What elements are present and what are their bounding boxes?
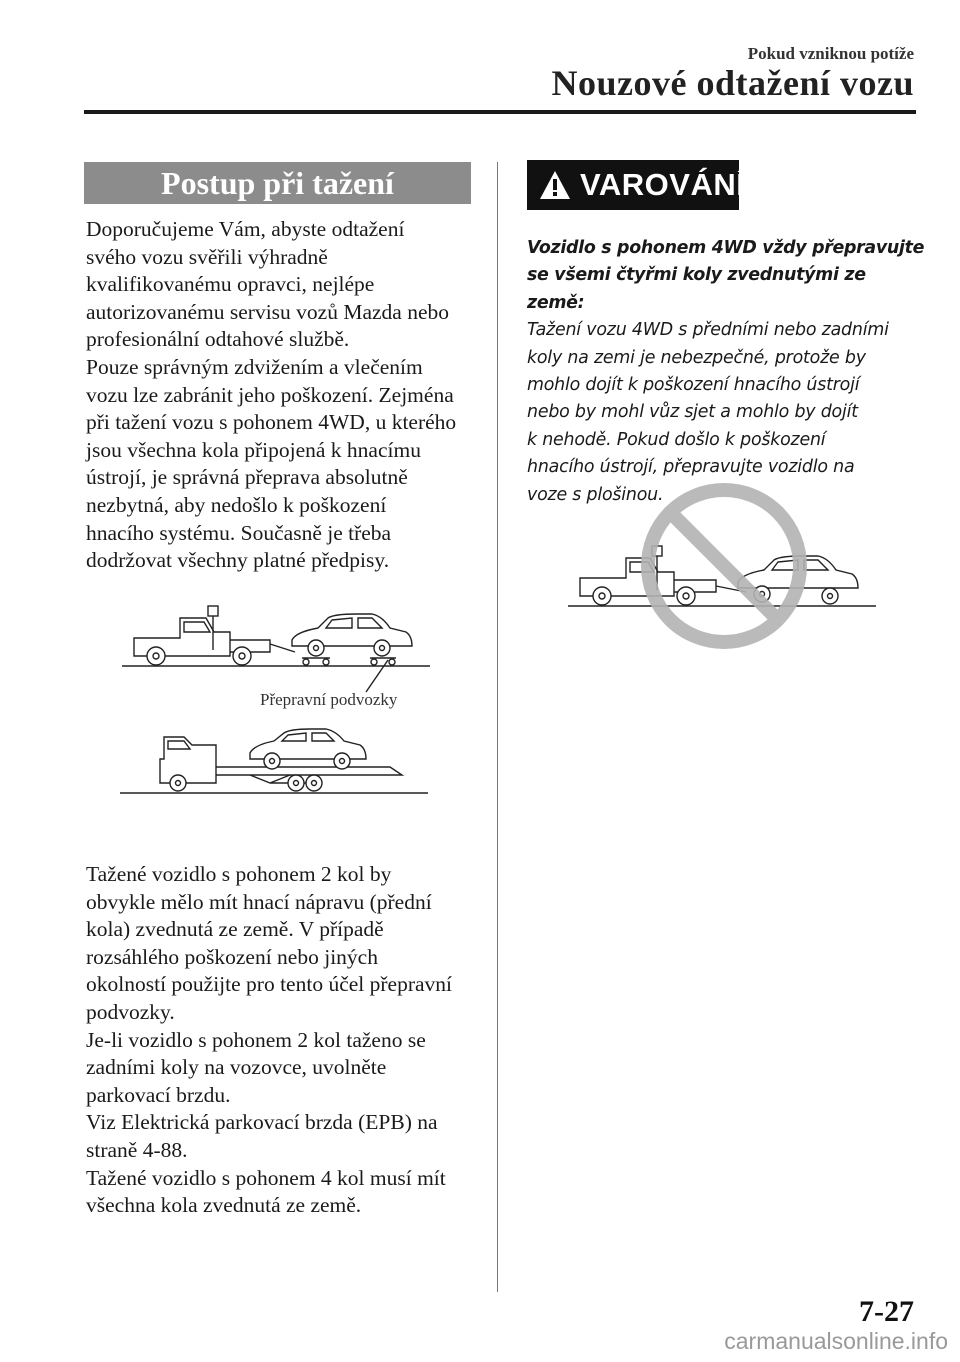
text-line: Doporučujeme Vám, abyste odtažení bbox=[86, 217, 405, 241]
text-line: okolností použijte pro tento účel přepravní bbox=[86, 972, 453, 997]
warning-line: hnacího ústrojí, přepravujte vozidlo na bbox=[527, 457, 855, 478]
warning-line: koly na zemi je nebezpečné, protože by bbox=[527, 347, 866, 368]
warning-text bbox=[527, 235, 927, 509]
text-line: parkovací brzdu. bbox=[86, 1082, 231, 1107]
text-line: vozu lze zabránit jeho poškození. Zejména bbox=[86, 382, 454, 407]
warning-triangle-icon bbox=[538, 169, 572, 201]
text-line: podvozky. bbox=[86, 999, 175, 1024]
text-line: rozsáhlého poškození nebo jiných bbox=[86, 944, 378, 969]
text-line: Je-li vozidlo s pohonem 2 kol taženo se bbox=[86, 1027, 426, 1052]
text-line: obvykle mělo mít hnací nápravu (přední bbox=[86, 889, 432, 914]
text-line: všechna kola zvednutá ze země. bbox=[86, 1193, 362, 1218]
warning-bold-line: Vozidlo s pohonem 4WD vždy přepravujte bbox=[527, 238, 925, 258]
warning-line: Tažení vozu 4WD s předními nebo zadními bbox=[527, 320, 889, 341]
text-line: kola) zvednutá ze země. V případě bbox=[86, 917, 384, 942]
text-line: dodržovat všechny platné předpisy. bbox=[86, 548, 390, 573]
text-line: kvalifikovanému opravci, nejlépe bbox=[86, 272, 375, 297]
text-line: ústrojí, je správná přeprava absolutně bbox=[86, 465, 408, 490]
column-divider bbox=[497, 162, 498, 1292]
warning-line: mohlo dojít k poškození hnacího ústrojí bbox=[527, 375, 860, 396]
figure-caption: Přepravní podvozky bbox=[260, 690, 398, 709]
tow-truck-dollies-illustration bbox=[120, 600, 440, 680]
warning-label: VAROVÁNÍ bbox=[580, 167, 746, 202]
warning-line: voze s plošinou. bbox=[527, 484, 664, 505]
header-section-label: Pokud vzniknou potíže bbox=[747, 44, 914, 63]
section-heading: Postup při tažení bbox=[84, 162, 471, 204]
text-line: Viz Elektrická parkovací brzda (EPB) na bbox=[86, 1110, 438, 1135]
text-line: nezbytná, aby nedošlo k poškození bbox=[86, 492, 387, 517]
text-line: profesionální odtahové službě. bbox=[86, 327, 350, 352]
warning-box bbox=[527, 160, 746, 210]
text-line: Pouze správným zdvižením a vlečením bbox=[86, 354, 423, 379]
watermark: carmanualsonline.info bbox=[724, 1328, 948, 1354]
text-line: svého vozu svěřili výhradně bbox=[86, 244, 328, 269]
flatbed-truck-illustration bbox=[120, 725, 430, 797]
intro-paragraph bbox=[86, 216, 486, 575]
text-line: Tažené vozidlo s pohonem 2 kol by bbox=[86, 862, 392, 886]
warning-bold-line: se všemi čtyřmi koly zvednutými ze země: bbox=[527, 265, 866, 313]
warning-line: nebo by mohl vůz sjet a mohlo by dojít bbox=[527, 402, 858, 423]
text-line: zadními koly na vozovce, uvolněte bbox=[86, 1055, 387, 1080]
text-line: jsou všechna kola připojená k hnacímu bbox=[86, 437, 421, 462]
text-line: při tažení vozu s pohonem 4WD, u kterého bbox=[86, 410, 457, 435]
text-line: straně 4-88. bbox=[86, 1137, 188, 1162]
warning-line: k nehodě. Pokud došlo k poškození bbox=[527, 429, 826, 450]
page-number: 7-27 bbox=[859, 1295, 914, 1328]
text-line: hnacího systému. Současně je třeba bbox=[86, 520, 392, 545]
text-line: autorizovanému servisu vozů Mazda nebo bbox=[86, 299, 449, 324]
towing-instructions-paragraph bbox=[86, 861, 486, 1220]
text-line: Tažené vozidlo s pohonem 4 kol musí mít bbox=[86, 1165, 446, 1190]
header-rule bbox=[84, 110, 916, 114]
prohibited-towing-illustration bbox=[566, 482, 878, 662]
page-title: Nouzové odtažení vozu bbox=[551, 63, 914, 103]
